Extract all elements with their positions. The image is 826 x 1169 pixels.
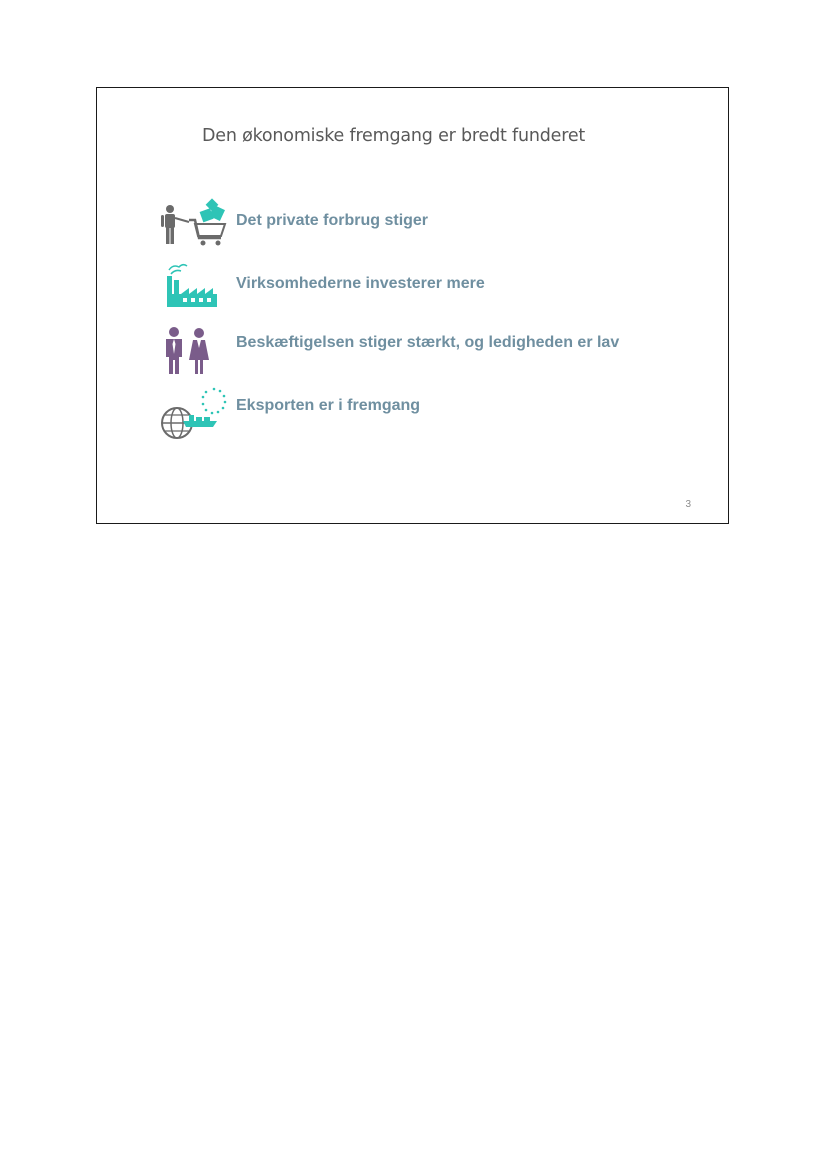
slide-title: Den økonomiske fremgang er bredt funderet: [202, 126, 586, 146]
shopping-cart-person-icon: [159, 198, 229, 248]
bullet-text: Det private forbrug stiger: [236, 212, 429, 229]
bullet-text: Beskæftigelsen stiger stærkt, og ledigheden er lav: [236, 334, 620, 351]
bullet-item-consumption: [97, 198, 728, 248]
page-number: 3: [685, 499, 691, 510]
bullet-item-investment: [97, 260, 728, 310]
workers-icon: [159, 324, 229, 374]
bullet-text: Virksomhederne investerer mere: [236, 275, 485, 292]
bullet-item-employment: [97, 324, 728, 374]
factory-icon: [159, 260, 229, 310]
bullet-item-exports: [97, 385, 728, 435]
slide: [96, 87, 729, 524]
globe-export-icon: [159, 385, 229, 440]
bullet-text: Eksporten er i fremgang: [236, 397, 421, 414]
